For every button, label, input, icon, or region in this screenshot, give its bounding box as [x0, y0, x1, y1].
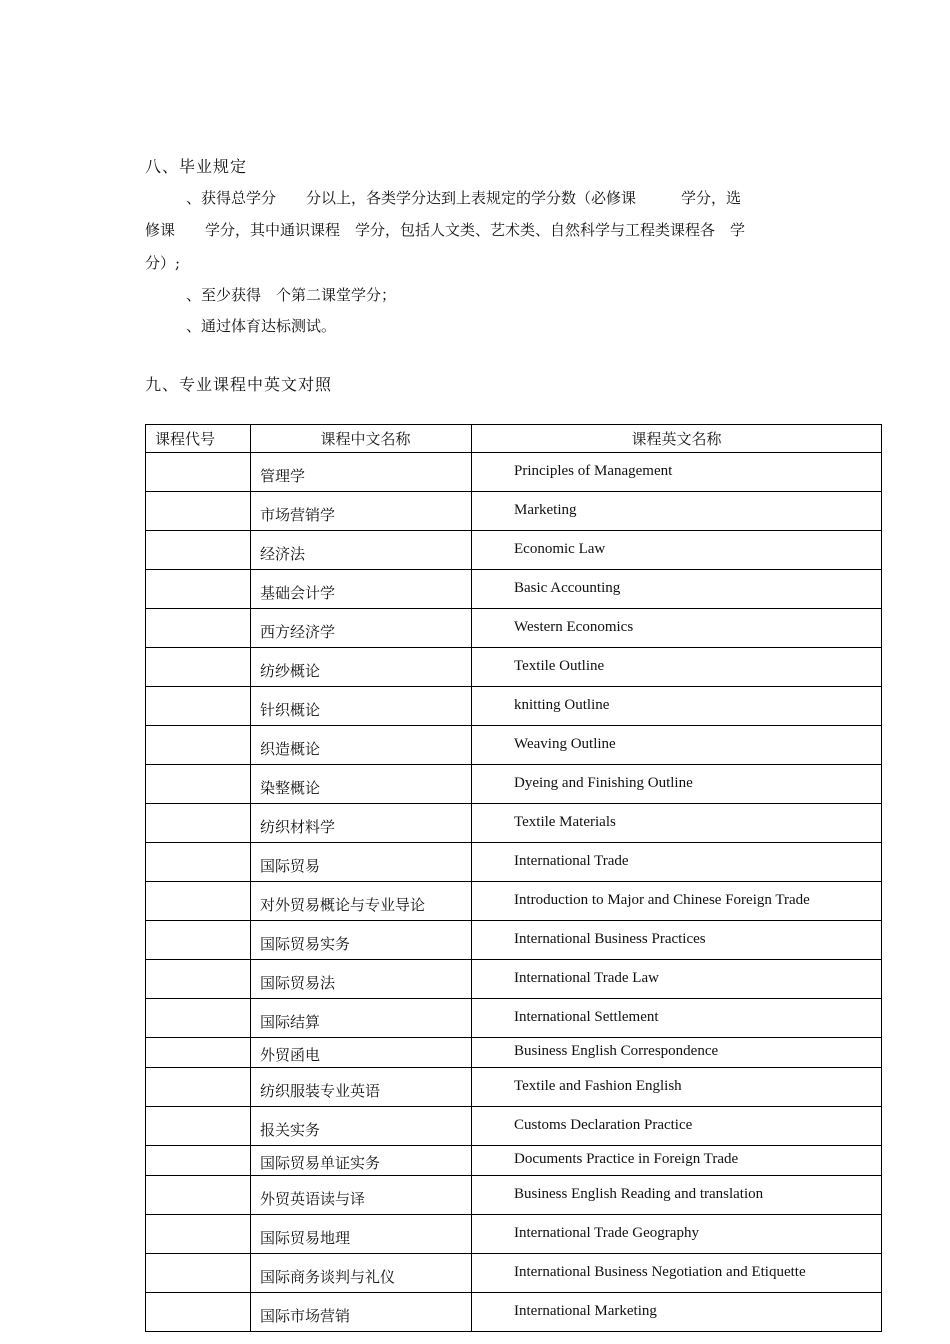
course-code-cell — [146, 492, 251, 531]
course-code-cell — [146, 804, 251, 843]
course-code-cell — [146, 999, 251, 1038]
table-row — [146, 804, 882, 843]
course-chinese-name-cell: 对外贸易概论与专业导论 — [251, 882, 472, 921]
graduation-rule-1-line-2: 修课 学分，其中通识课程 学分，包括人文类、艺术类、自然科学与工程类课程各 学 — [145, 221, 746, 239]
course-chinese-name-cell: 国际结算 — [251, 999, 472, 1038]
course-chinese-name-cell: 国际贸易 — [251, 843, 472, 882]
table-row — [146, 453, 882, 492]
course-english-name-cell: Documents Practice in Foreign Trade — [472, 1146, 882, 1176]
course-code-cell — [146, 1107, 251, 1146]
course-chinese-name-cell: 纺纱概论 — [251, 648, 472, 687]
course-english-name-cell: Textile Outline — [472, 648, 882, 687]
course-code-cell — [146, 453, 251, 492]
table-row — [146, 999, 882, 1038]
table-row — [146, 882, 882, 921]
course-english-name-cell: International Trade Law — [472, 960, 882, 999]
course-english-name-cell: International Marketing — [472, 1293, 882, 1332]
course-english-name-cell: Business English Reading and translation — [472, 1176, 882, 1215]
table-row — [146, 609, 882, 648]
course-code-cell — [146, 960, 251, 999]
course-english-name-cell: International Business Negotiation and Etiquette — [472, 1254, 882, 1293]
table-row — [146, 726, 882, 765]
course-english-name-cell: Weaving Outline — [472, 726, 882, 765]
table-row — [146, 765, 882, 804]
course-english-name-cell: International Trade Geography — [472, 1215, 882, 1254]
course-code-cell — [146, 921, 251, 960]
table-row — [146, 1293, 882, 1332]
table-row — [146, 531, 882, 570]
course-chinese-name-cell: 国际市场营销 — [251, 1293, 472, 1332]
table-row — [146, 1107, 882, 1146]
table-row — [146, 648, 882, 687]
table-row — [146, 492, 882, 531]
course-english-name-cell: Principles of Management — [472, 453, 882, 492]
course-code-cell — [146, 1176, 251, 1215]
course-chinese-name-cell: 织造概论 — [251, 726, 472, 765]
table-row — [146, 570, 882, 609]
course-english-name-cell: International Business Practices — [472, 921, 882, 960]
course-english-name-cell: Introduction to Major and Chinese Foreign Trade — [472, 882, 882, 921]
graduation-rule-3: 、通过体育达标测试。 — [186, 317, 337, 335]
course-code-cell — [146, 1146, 251, 1176]
graduation-rule-1-line-3: 分）; — [145, 254, 181, 272]
table-row — [146, 1215, 882, 1254]
course-english-name-cell: Marketing — [472, 492, 882, 531]
course-chinese-name-cell: 外贸英语读与译 — [251, 1176, 472, 1215]
course-english-name-cell: Dyeing and Finishing Outline — [472, 765, 882, 804]
course-code-cell — [146, 843, 251, 882]
course-code-cell — [146, 1068, 251, 1107]
course-code-cell — [146, 609, 251, 648]
course-code-cell — [146, 882, 251, 921]
course-chinese-name-cell: 染整概论 — [251, 765, 472, 804]
course-code-cell — [146, 531, 251, 570]
course-code-cell — [146, 1293, 251, 1332]
course-chinese-name-cell: 国际贸易地理 — [251, 1215, 472, 1254]
course-english-name-cell: Customs Declaration Practice — [472, 1107, 882, 1146]
course-english-name-cell: International Trade — [472, 843, 882, 882]
course-code-cell — [146, 687, 251, 726]
course-english-name-cell: Basic Accounting — [472, 570, 882, 609]
course-chinese-name-cell: 报关实务 — [251, 1107, 472, 1146]
table-row — [146, 1038, 882, 1068]
course-english-name-cell: International Settlement — [472, 999, 882, 1038]
table-row — [146, 843, 882, 882]
course-code-cell — [146, 1038, 251, 1068]
course-code-cell — [146, 648, 251, 687]
table-row — [146, 921, 882, 960]
header-course-chinese-name: 课程中文名称 — [251, 425, 472, 453]
course-english-name-cell: Business English Correspondence — [472, 1038, 882, 1068]
graduation-rule-2: 、至少获得 个第二课堂学分； — [186, 286, 397, 304]
table-header-row — [146, 425, 882, 453]
table-row — [146, 1254, 882, 1293]
course-chinese-name-cell: 经济法 — [251, 531, 472, 570]
section-9-heading: 九、专业课程中英文对照 — [145, 375, 333, 394]
course-chinese-name-cell: 管理学 — [251, 453, 472, 492]
course-chinese-name-cell: 国际贸易单证实务 — [251, 1146, 472, 1176]
header-course-english-name: 课程英文名称 — [472, 425, 882, 453]
course-chinese-name-cell: 国际贸易法 — [251, 960, 472, 999]
course-english-name-cell: knitting Outline — [472, 687, 882, 726]
table-row — [146, 1068, 882, 1107]
table-row — [146, 687, 882, 726]
graduation-rule-1-line-1: 、获得总学分 分以上，各类学分达到上表规定的学分数（必修课 学分，选 — [186, 189, 742, 207]
table-row — [146, 1176, 882, 1215]
course-chinese-name-cell: 纺织服装专业英语 — [251, 1068, 472, 1107]
course-chinese-name-cell: 针织概论 — [251, 687, 472, 726]
course-code-cell — [146, 570, 251, 609]
course-chinese-name-cell: 国际贸易实务 — [251, 921, 472, 960]
table-row — [146, 960, 882, 999]
course-chinese-name-cell: 纺织材料学 — [251, 804, 472, 843]
course-code-cell — [146, 1254, 251, 1293]
course-table-body — [146, 453, 882, 1332]
course-code-cell — [146, 726, 251, 765]
course-chinese-name-cell: 外贸函电 — [251, 1038, 472, 1068]
course-chinese-name-cell: 国际商务谈判与礼仪 — [251, 1254, 472, 1293]
course-chinese-name-cell: 西方经济学 — [251, 609, 472, 648]
course-chinese-name-cell: 基础会计学 — [251, 570, 472, 609]
course-code-cell — [146, 1215, 251, 1254]
course-english-name-cell: Textile Materials — [472, 804, 882, 843]
header-course-code: 课程代号 — [146, 425, 251, 453]
course-english-name-cell: Western Economics — [472, 609, 882, 648]
course-english-name-cell: Textile and Fashion English — [472, 1068, 882, 1107]
course-english-name-cell: Economic Law — [472, 531, 882, 570]
table-row — [146, 1146, 882, 1176]
course-table — [145, 424, 882, 1332]
section-8-heading: 八、毕业规定 — [145, 157, 248, 176]
course-code-cell — [146, 765, 251, 804]
course-chinese-name-cell: 市场营销学 — [251, 492, 472, 531]
